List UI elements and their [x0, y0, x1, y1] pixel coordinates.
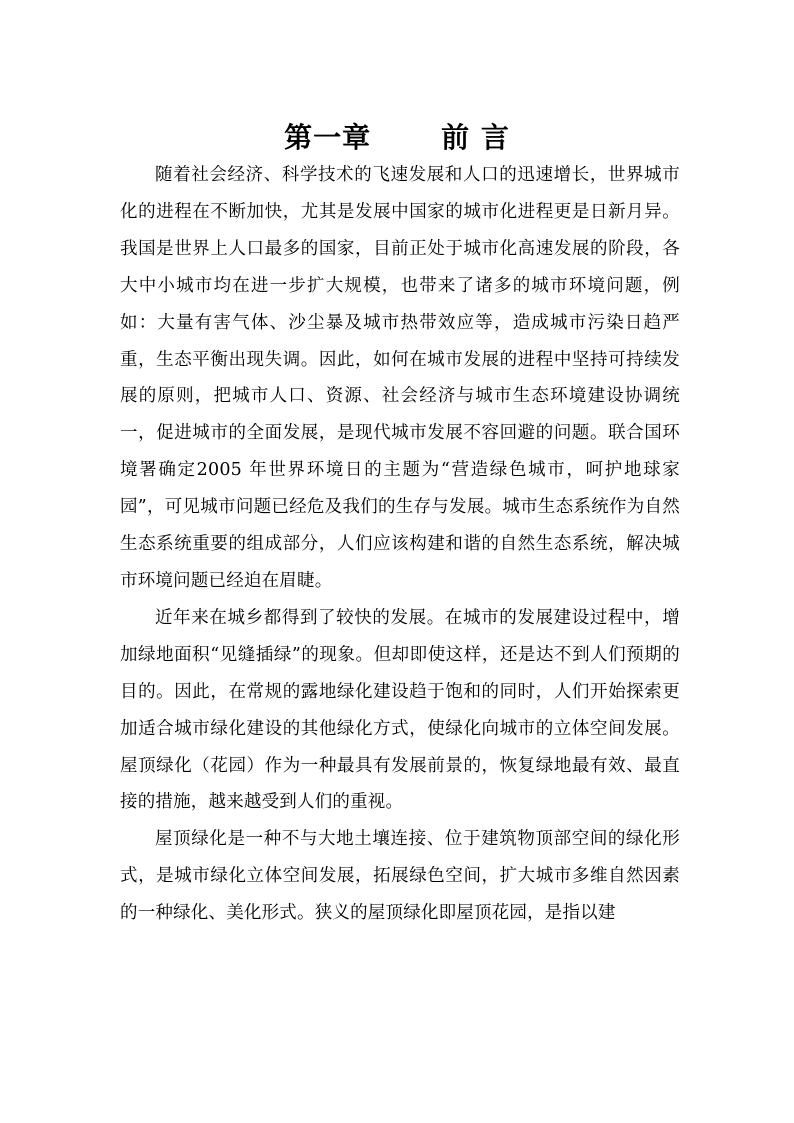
body-text: [120, 157, 680, 932]
chapter-heading: [0, 116, 794, 160]
paragraph-2: 近年来在城乡都得到了较快的发展。在城市的发展建设过程中，增加绿地面积“见缝插绿”的现象。但却即使这样，还是达不到人们预期的目的。因此，在常规的露地绿化建设趋于饱和的同时，人们开始探索更加适合城市绿化建设的其他绿化方式，使绿化向城市的立体空间发展。屋顶绿化（花园）作为一种最具有发展前景的，恢复绿地最有效、最直接的措施，越来越受到人们的重视。: [120, 607, 680, 813]
paragraph-1: 随着社会经济、科学技术的飞速发展和人口的迅速增长，世界城市化的进程在不断加快，尤其是发展中国家的城市化进程更是日新月异。我国是世界上人口最多的国家，目前正处于城市化高速发展的阶段，各大中小城市均在进一步扩大规模，也带来了诸多的城市环境问题，例如：大量有害气体、沙尘暴及城市热带效应等，造成城市污染日趋严重，生态平衡出现失调。因此，如何在城市发展的进程中坚持可持续发展的原则，把城市人口、资源、社会经济与城市生态环境建设协调统一，促进城市的全面发展，是现代城市发展不容回避的问题。联合国环境署确定2005 年世界环境日的主题为“营造绿色城市，呵护地球家园”，可见城市问题已经危及我们的生存与发展。城市生态系统作为自然生态系统重要的组成部分，人们应该构建和谐的自然生态系统，解决城市环境问题已经迫在眉睫。: [120, 165, 680, 591]
chapter-number: 第一章: [284, 120, 372, 154]
chapter-title-text: 前 言: [441, 120, 510, 154]
paragraph-3: 屋顶绿化是一种不与大地土壤连接、位于建筑物顶部空间的绿化形式，是城市绿化立体空间发展，拓展绿色空间，扩大城市多维自然因素的一种绿化、美化形式。狭义的屋顶绿化即屋顶花园，是指以建: [120, 829, 680, 924]
